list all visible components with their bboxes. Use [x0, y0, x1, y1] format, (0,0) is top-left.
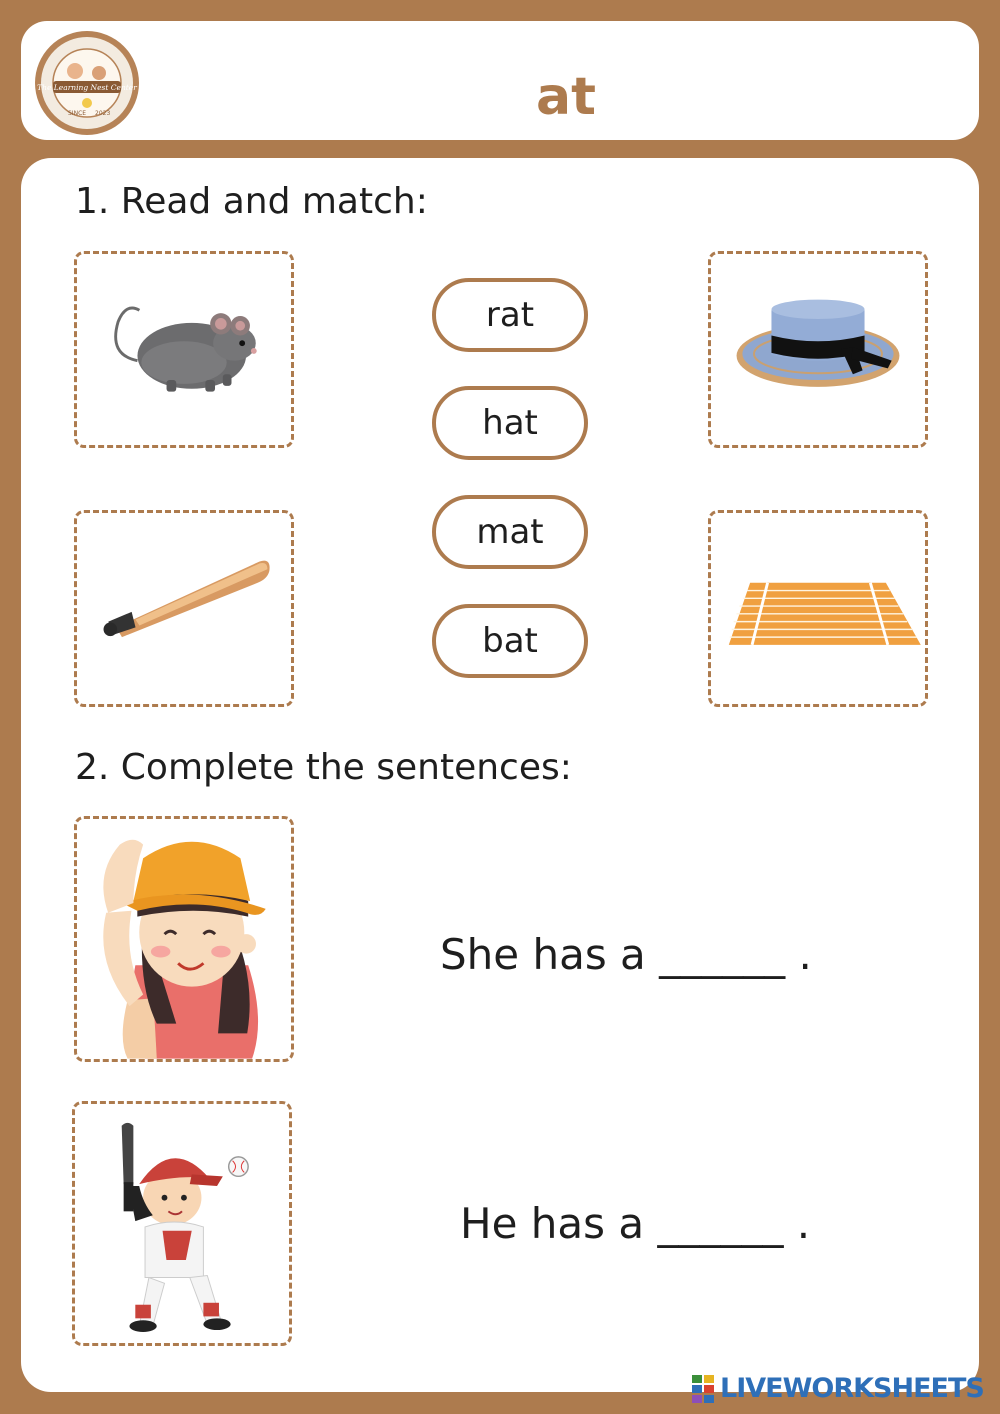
- page-title: at: [536, 67, 596, 127]
- hat-icon: [711, 254, 925, 445]
- boy-with-bat-icon: [75, 1104, 289, 1343]
- section1-heading: 1. Read and match:: [75, 181, 428, 222]
- header-card: [21, 21, 979, 140]
- bat-icon: [77, 513, 291, 704]
- svg-text:SINCE: SINCE: [68, 110, 87, 117]
- section2-heading: 2. Complete the sentences:: [75, 747, 572, 788]
- sentence-2: He has a ______ .: [460, 1199, 811, 1248]
- liveworksheets-wordmark: LIVEWORKSHEETS: [720, 1373, 984, 1404]
- rat-icon: [77, 254, 291, 445]
- word-mat[interactable]: mat: [432, 495, 588, 569]
- svg-text:2023: 2023: [95, 110, 111, 117]
- word-hat[interactable]: hat: [432, 386, 588, 460]
- mat-icon: [711, 513, 925, 704]
- picture-box-hat[interactable]: [708, 251, 928, 448]
- liveworksheets-logo-icon: [692, 1375, 716, 1403]
- picture-box-rat[interactable]: [74, 251, 294, 448]
- girl-with-hat-icon: [77, 819, 291, 1059]
- word-rat[interactable]: rat: [432, 278, 588, 352]
- svg-text:The Learning Nest Center: The Learning Nest Center: [37, 83, 137, 92]
- picture-box-boy-with-bat: [72, 1101, 292, 1346]
- picture-box-mat[interactable]: [708, 510, 928, 707]
- word-bat[interactable]: bat: [432, 604, 588, 678]
- picture-box-girl-with-hat: [74, 816, 294, 1062]
- sentence-1: She has a ______ .: [440, 930, 812, 979]
- picture-box-bat[interactable]: [74, 510, 294, 707]
